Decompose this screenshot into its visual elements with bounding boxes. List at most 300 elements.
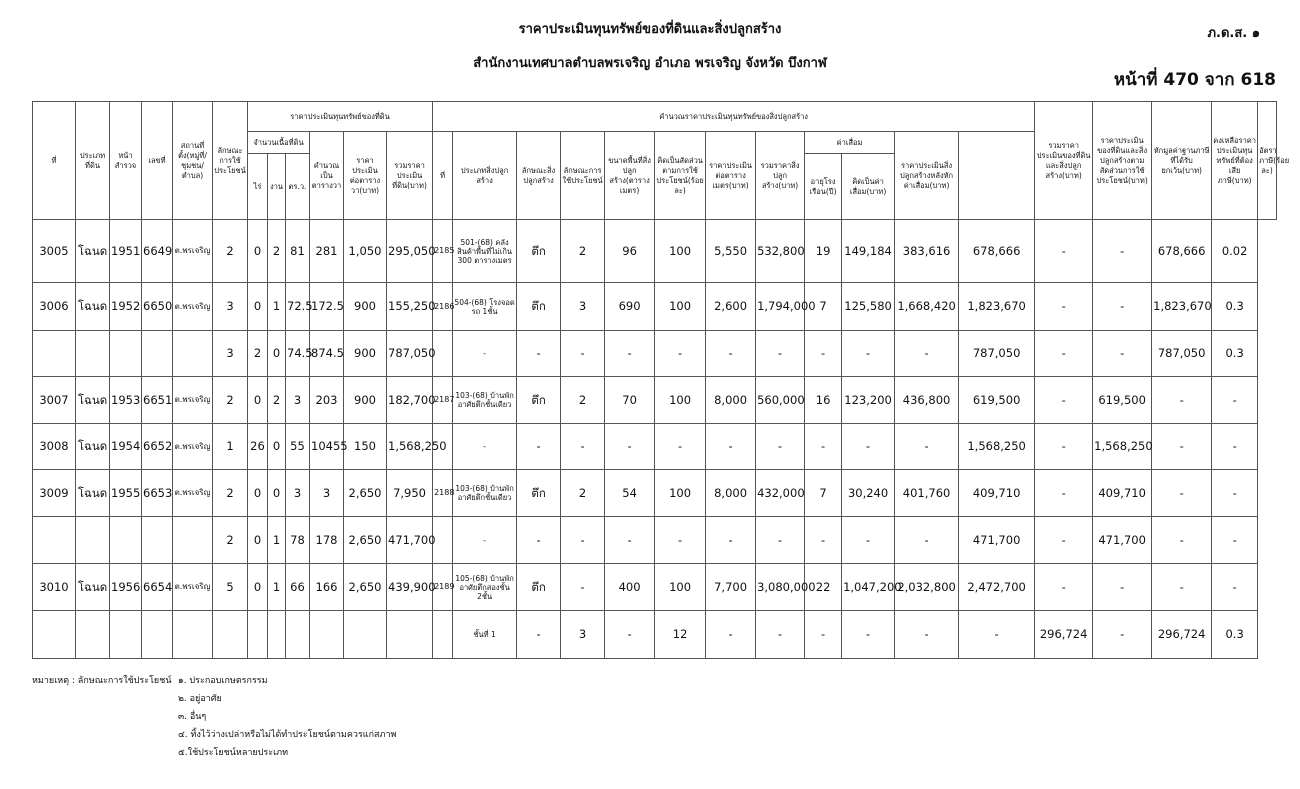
cell-btotal: - bbox=[756, 424, 805, 470]
col-grand-total: รวมราคาประเมินของที่ดินและสิ่งปลูกสร้าง(บาท) bbox=[1035, 102, 1093, 220]
cell-btype: 105-(68) บ้านพักอาศัยตึกสองชั้น 2ชั้น bbox=[453, 564, 517, 611]
cell-buse: - bbox=[561, 331, 605, 377]
cell-taxable: - bbox=[1152, 564, 1212, 611]
cell-land-use bbox=[213, 611, 248, 659]
cell-bchar: ตึก bbox=[517, 564, 561, 611]
cell-btype: - bbox=[453, 331, 517, 377]
cell-prop-value: - bbox=[1035, 220, 1093, 283]
cell-doc-no: 6654 bbox=[142, 564, 173, 611]
cell-seq: 3008 bbox=[33, 424, 76, 470]
cell-rate: - bbox=[1212, 517, 1258, 564]
cell-after-dep: - bbox=[895, 424, 959, 470]
cell-age: 16 bbox=[805, 377, 842, 424]
cell-ngan: 2 bbox=[268, 377, 286, 424]
col-building-seq: ที่ bbox=[433, 132, 453, 220]
cell-seq bbox=[33, 331, 76, 377]
cell-grand-total: 471,700 bbox=[959, 517, 1035, 564]
cell-rai bbox=[248, 611, 268, 659]
cell-rate: 0.02 bbox=[1212, 220, 1258, 283]
cell-after-dep: - bbox=[895, 331, 959, 377]
cell-wa: 66 bbox=[286, 564, 310, 611]
cell-rate: 0.3 bbox=[1212, 611, 1258, 659]
cell-bseq: 2188 bbox=[433, 470, 453, 517]
cell-grand-total: - bbox=[959, 611, 1035, 659]
cell-bchar: ตึก bbox=[517, 283, 561, 331]
col-building-use: ลักษณะการใช้ประโยชน์ bbox=[561, 132, 605, 220]
cell-taxable: - bbox=[1152, 470, 1212, 517]
cell-prop-value: - bbox=[1035, 283, 1093, 331]
cell-ngan: 1 bbox=[268, 564, 286, 611]
cell-rai: 2 bbox=[248, 331, 268, 377]
cell-age: - bbox=[805, 611, 842, 659]
cell-age: 7 bbox=[805, 470, 842, 517]
cell-ngan: 0 bbox=[268, 424, 286, 470]
col-doc-no: เลขที่ bbox=[142, 102, 173, 220]
cell-land-use: 5 bbox=[213, 564, 248, 611]
cell-bchar: - bbox=[517, 331, 561, 377]
cell-rate: - bbox=[1212, 377, 1258, 424]
cell-land-total: 7,950 bbox=[387, 470, 433, 517]
cell-after-dep: - bbox=[895, 517, 959, 564]
cell-doc-no bbox=[142, 331, 173, 377]
cell-seq: 3010 bbox=[33, 564, 76, 611]
col-seq: ที่ bbox=[33, 102, 76, 220]
cell-location: ต.พรเจริญ bbox=[173, 220, 213, 283]
col-building-character: ลักษณะสิ่งปลูกสร้าง bbox=[517, 132, 561, 220]
note-item: ๒. อยู่อาศัย bbox=[178, 694, 222, 704]
cell-after-dep: 2,032,800 bbox=[895, 564, 959, 611]
cell-barea: - bbox=[605, 424, 655, 470]
cell-exemption: 619,500 bbox=[1093, 377, 1152, 424]
cell-land-total: 295,050 bbox=[387, 220, 433, 283]
cell-bchar: ตึก bbox=[517, 377, 561, 424]
cell-rate: - bbox=[1212, 564, 1258, 611]
form-code: ภ.ด.ส. ๑ bbox=[1207, 26, 1260, 41]
cell-bseq: 2189 bbox=[433, 564, 453, 611]
cell-taxable: 678,666 bbox=[1152, 220, 1212, 283]
cell-dep-amount: - bbox=[842, 517, 895, 564]
table-row bbox=[33, 517, 1277, 564]
cell-bchar: - bbox=[517, 424, 561, 470]
cell-bprice: 8,000 bbox=[706, 377, 756, 424]
col-land-total: รวมราคาประเมินที่ดิน(บาท) bbox=[387, 132, 433, 220]
cell-bprice: - bbox=[706, 424, 756, 470]
document-title: ราคาประเมินทุนทรัพย์ของที่ดินและสิ่งปลูกสร้าง bbox=[518, 22, 782, 37]
cell-btotal: 532,800 bbox=[756, 220, 805, 283]
cell-dep-amount: 30,240 bbox=[842, 470, 895, 517]
table-row bbox=[33, 564, 1277, 611]
cell-seq bbox=[33, 517, 76, 564]
cell-price-per-wa: 2,650 bbox=[344, 470, 387, 517]
cell-land-total: 471,700 bbox=[387, 517, 433, 564]
cell-bseq: 2187 bbox=[433, 377, 453, 424]
cell-doc-no: 6651 bbox=[142, 377, 173, 424]
cell-land-total bbox=[387, 611, 433, 659]
note-item: ๔. ทิ้งไว้ว่างเปล่าหรือไม่ได้ทำประโยชน์ตามควรแก่สภาพ bbox=[178, 730, 397, 740]
col-taxable: คงเหลือราคาประเมินทุนทรัพย์ที่ต้องเสียภาษี(บาท) bbox=[1212, 102, 1258, 220]
cell-barea: - bbox=[605, 517, 655, 564]
cell-seq: 3006 bbox=[33, 283, 76, 331]
cell-btotal: - bbox=[756, 331, 805, 377]
cell-price-per-wa: 2,650 bbox=[344, 517, 387, 564]
cell-taxable: 1,823,670 bbox=[1152, 283, 1212, 331]
cell-bpct: 100 bbox=[655, 564, 706, 611]
cell-btotal: - bbox=[756, 517, 805, 564]
cell-age: - bbox=[805, 424, 842, 470]
cell-survey-page: 1956 bbox=[110, 564, 142, 611]
cell-after-dep: 383,616 bbox=[895, 220, 959, 283]
cell-doc-type bbox=[76, 331, 110, 377]
cell-doc-no: 6649 bbox=[142, 220, 173, 283]
cell-doc-no bbox=[142, 611, 173, 659]
cell-wa: 3 bbox=[286, 377, 310, 424]
cell-taxable: 296,724 bbox=[1152, 611, 1212, 659]
notes-list bbox=[178, 672, 396, 762]
col-rai: ไร่ bbox=[248, 154, 268, 220]
cell-price-per-wa: 2,650 bbox=[344, 564, 387, 611]
cell-rai: 0 bbox=[248, 517, 268, 564]
cell-bseq bbox=[433, 517, 453, 564]
cell-exemption: 471,700 bbox=[1093, 517, 1152, 564]
cell-bchar: ตึก bbox=[517, 220, 561, 283]
cell-survey-page: 1952 bbox=[110, 283, 142, 331]
col-price-per-sqm: ราคาประเมินต่อตารางเมตร(บาท) bbox=[706, 132, 756, 220]
cell-price-per-wa: 900 bbox=[344, 283, 387, 331]
cell-sq-wa: 172.5 bbox=[310, 283, 344, 331]
cell-location: ต.พรเจริญ bbox=[173, 283, 213, 331]
cell-btype: 103-(68) บ้านพักอาศัยตึกชั้นเดียว bbox=[453, 470, 517, 517]
cell-btotal: 3,080,000 bbox=[756, 564, 805, 611]
cell-dep-amount: - bbox=[842, 331, 895, 377]
cell-exemption: - bbox=[1093, 564, 1152, 611]
cell-sq-wa: 281 bbox=[310, 220, 344, 283]
cell-doc-no: 6650 bbox=[142, 283, 173, 331]
cell-bprice: 7,700 bbox=[706, 564, 756, 611]
cell-buse: - bbox=[561, 424, 605, 470]
cell-after-dep: 436,800 bbox=[895, 377, 959, 424]
cell-dep-amount: - bbox=[842, 424, 895, 470]
col-ngan: งาน bbox=[268, 154, 286, 220]
cell-ngan: 2 bbox=[268, 220, 286, 283]
col-wa: ตร.ว. bbox=[286, 154, 310, 220]
cell-doc-type: โฉนด bbox=[76, 283, 110, 331]
cell-grand-total: 1,823,670 bbox=[959, 283, 1035, 331]
col-depreciation-amount: คิดเป็นค่าเสื่อม(บาท) bbox=[842, 154, 895, 220]
cell-taxable: 787,050 bbox=[1152, 331, 1212, 377]
cell-land-total: 1,568,250 bbox=[387, 424, 433, 470]
cell-age: 7 bbox=[805, 283, 842, 331]
table-row bbox=[33, 377, 1277, 424]
cell-doc-type: โฉนด bbox=[76, 470, 110, 517]
cell-bpct: 100 bbox=[655, 220, 706, 283]
cell-ngan: 0 bbox=[268, 470, 286, 517]
cell-bprice: - bbox=[706, 517, 756, 564]
cell-btype: ชั้นที่ 1 bbox=[453, 611, 517, 659]
cell-bpct: - bbox=[655, 424, 706, 470]
cell-buse: 2 bbox=[561, 377, 605, 424]
cell-btotal: 432,000 bbox=[756, 470, 805, 517]
cell-survey-page bbox=[110, 517, 142, 564]
cell-rai: 0 bbox=[248, 564, 268, 611]
cell-bseq: 2185 bbox=[433, 220, 453, 283]
cell-buse: 2 bbox=[561, 220, 605, 283]
table-row bbox=[33, 283, 1277, 331]
cell-wa: 55 bbox=[286, 424, 310, 470]
cell-btotal: 560,000 bbox=[756, 377, 805, 424]
table-row bbox=[33, 424, 1277, 470]
cell-barea: 96 bbox=[605, 220, 655, 283]
cell-buse: - bbox=[561, 517, 605, 564]
cell-survey-page: 1951 bbox=[110, 220, 142, 283]
cell-location: ต.พรเจริญ bbox=[173, 564, 213, 611]
cell-prop-value: - bbox=[1035, 331, 1093, 377]
cell-location: ต.พรเจริญ bbox=[173, 377, 213, 424]
cell-prop-value: - bbox=[1035, 517, 1093, 564]
cell-wa: 81 bbox=[286, 220, 310, 283]
cell-rai: 26 bbox=[248, 424, 268, 470]
cell-bchar: ตึก bbox=[517, 470, 561, 517]
table-row bbox=[33, 611, 1277, 659]
cell-doc-no: 6652 bbox=[142, 424, 173, 470]
cell-prop-value: 296,724 bbox=[1035, 611, 1093, 659]
col-price-per-wa: ราคาประเมินต่อตารางวา(บาท) bbox=[344, 132, 387, 220]
cell-sq-wa: 178 bbox=[310, 517, 344, 564]
col-doc-type: ประเภทที่ดิน bbox=[76, 102, 110, 220]
cell-sq-wa: 203 bbox=[310, 377, 344, 424]
cell-bchar: - bbox=[517, 611, 561, 659]
cell-location bbox=[173, 331, 213, 377]
cell-bprice: - bbox=[706, 611, 756, 659]
cell-rate: 0.3 bbox=[1212, 331, 1258, 377]
cell-dep-amount: 125,580 bbox=[842, 283, 895, 331]
cell-ngan bbox=[268, 611, 286, 659]
cell-btype: 501-(68) คลังสินค้าพื้นที่ไม่เกิน 300 ตารางเมตร bbox=[453, 220, 517, 283]
cell-seq: 3009 bbox=[33, 470, 76, 517]
cell-after-dep: 401,760 bbox=[895, 470, 959, 517]
group-area-header: จำนวนเนื้อที่ดิน bbox=[248, 132, 310, 154]
col-exemption: หักมูลค่าฐานภาษีที่ได้รับยกเว้น(บาท) bbox=[1152, 102, 1212, 220]
cell-ngan: 0 bbox=[268, 331, 286, 377]
group-land-header: ราคาประเมินทุนทรัพย์ของที่ดิน bbox=[248, 102, 433, 132]
notes-label: หมายเหตุ : ลักษณะการใช้ประโยชน์ bbox=[32, 676, 172, 686]
col-location: สถานที่ตั้ง(หมู่ที่/ชุมชน/ตำบล) bbox=[173, 102, 213, 220]
cell-bpct: 100 bbox=[655, 470, 706, 517]
cell-wa: 72.5 bbox=[286, 283, 310, 331]
cell-seq: 3005 bbox=[33, 220, 76, 283]
cell-btype: - bbox=[453, 424, 517, 470]
group-depreciation-header: ค่าเสื่อม bbox=[805, 132, 895, 154]
cell-price-per-wa bbox=[344, 611, 387, 659]
cell-survey-page: 1955 bbox=[110, 470, 142, 517]
cell-taxable: - bbox=[1152, 424, 1212, 470]
cell-prop-value: - bbox=[1035, 424, 1093, 470]
cell-rai: 0 bbox=[248, 377, 268, 424]
cell-dep-amount: - bbox=[842, 611, 895, 659]
cell-exemption: - bbox=[1093, 611, 1152, 659]
cell-land-use: 2 bbox=[213, 220, 248, 283]
cell-rate: - bbox=[1212, 470, 1258, 517]
document-subtitle: สำนักงานเทศบาลตำบลพรเจริญ อำเภอ พรเจริญ จังหวัด บึงกาฬ bbox=[473, 56, 827, 71]
cell-bprice: 5,550 bbox=[706, 220, 756, 283]
cell-bprice: 2,600 bbox=[706, 283, 756, 331]
cell-price-per-wa: 1,050 bbox=[344, 220, 387, 283]
cell-grand-total: 2,472,700 bbox=[959, 564, 1035, 611]
cell-rai: 0 bbox=[248, 470, 268, 517]
col-building-type: ประเภทสิ่งปลูกสร้าง bbox=[453, 132, 517, 220]
cell-land-total: 182,700 bbox=[387, 377, 433, 424]
col-building-total: รวมราคาสิ่งปลูกสร้าง(บาท) bbox=[756, 132, 805, 220]
cell-doc-type: โฉนด bbox=[76, 377, 110, 424]
cell-wa: 78 bbox=[286, 517, 310, 564]
cell-doc-no: 6653 bbox=[142, 470, 173, 517]
cell-bchar: - bbox=[517, 517, 561, 564]
cell-bseq bbox=[433, 331, 453, 377]
cell-wa: 74.5 bbox=[286, 331, 310, 377]
cell-land-total: 155,250 bbox=[387, 283, 433, 331]
cell-sq-wa: 3 bbox=[310, 470, 344, 517]
cell-rate: 0.3 bbox=[1212, 283, 1258, 331]
cell-barea: - bbox=[605, 611, 655, 659]
cell-land-use: 3 bbox=[213, 283, 248, 331]
cell-buse: 3 bbox=[561, 283, 605, 331]
cell-location bbox=[173, 517, 213, 564]
note-item: ๓. อื่นๆ bbox=[178, 712, 207, 722]
col-land-use: ลักษณะการใช้ประโยชน์ bbox=[213, 102, 248, 220]
cell-price-per-wa: 150 bbox=[344, 424, 387, 470]
cell-btype: 103-(68) บ้านพักอาศัยตึกชั้นเดียว bbox=[453, 377, 517, 424]
cell-rai: 0 bbox=[248, 283, 268, 331]
cell-grand-total: 619,500 bbox=[959, 377, 1035, 424]
cell-after-dep: 1,668,420 bbox=[895, 283, 959, 331]
cell-btype: 504-(68) โรงจอดรถ 1ชั้น bbox=[453, 283, 517, 331]
cell-exemption: - bbox=[1093, 331, 1152, 377]
table-row bbox=[33, 220, 1277, 283]
cell-survey-page bbox=[110, 611, 142, 659]
cell-ngan: 1 bbox=[268, 517, 286, 564]
cell-taxable: - bbox=[1152, 517, 1212, 564]
cell-ngan: 1 bbox=[268, 283, 286, 331]
cell-grand-total: 1,568,250 bbox=[959, 424, 1035, 470]
cell-doc-type: โฉนด bbox=[76, 564, 110, 611]
cell-exemption: - bbox=[1093, 283, 1152, 331]
cell-dep-amount: 123,200 bbox=[842, 377, 895, 424]
cell-prop-value: - bbox=[1035, 377, 1093, 424]
cell-doc-type bbox=[76, 611, 110, 659]
cell-buse: - bbox=[561, 564, 605, 611]
cell-land-use: 2 bbox=[213, 517, 248, 564]
cell-grand-total: 678,666 bbox=[959, 220, 1035, 283]
cell-land-use: 1 bbox=[213, 424, 248, 470]
cell-doc-type: โฉนด bbox=[76, 424, 110, 470]
cell-barea: - bbox=[605, 331, 655, 377]
cell-btype: - bbox=[453, 517, 517, 564]
table-row bbox=[33, 470, 1277, 517]
cell-rate: - bbox=[1212, 424, 1258, 470]
cell-bpct: 12 bbox=[655, 611, 706, 659]
cell-bseq bbox=[433, 611, 453, 659]
cell-bprice: 8,000 bbox=[706, 470, 756, 517]
cell-after-dep: - bbox=[895, 611, 959, 659]
cell-barea: 400 bbox=[605, 564, 655, 611]
cell-doc-no bbox=[142, 517, 173, 564]
cell-land-use: 2 bbox=[213, 377, 248, 424]
col-proportional-value: ราคาประเมินของที่ดินและสิ่งปลูกสร้างตามสัดส่วนการใช้ประโยชน์(บาท) bbox=[1093, 102, 1152, 220]
cell-location: ต.พรเจริญ bbox=[173, 424, 213, 470]
cell-buse: 2 bbox=[561, 470, 605, 517]
cell-age: 22 bbox=[805, 564, 842, 611]
cell-bpct: - bbox=[655, 331, 706, 377]
table-row bbox=[33, 331, 1277, 377]
cell-land-total: 439,900 bbox=[387, 564, 433, 611]
col-after-depreciation: ราคาประเมินสิ่งปลูกสร้างหลังหักค่าเสื่อม(บาท) bbox=[895, 132, 959, 220]
cell-grand-total: 787,050 bbox=[959, 331, 1035, 377]
cell-exemption: - bbox=[1093, 220, 1152, 283]
cell-dep-amount: 149,184 bbox=[842, 220, 895, 283]
col-sq-wa: คำนวณเป็นตารางวา bbox=[310, 132, 344, 220]
cell-bprice: - bbox=[706, 331, 756, 377]
cell-rai: 0 bbox=[248, 220, 268, 283]
col-use-percent: คิดเป็นสัดส่วนตามการใช้ประโยชน์(ร้อยละ) bbox=[655, 132, 706, 220]
cell-seq: 3007 bbox=[33, 377, 76, 424]
cell-survey-page: 1953 bbox=[110, 377, 142, 424]
cell-wa bbox=[286, 611, 310, 659]
group-building-header: คำนวณราคาประเมินทุนทรัพย์ของสิ่งปลูกสร้าง bbox=[433, 102, 1035, 132]
cell-land-total: 787,050 bbox=[387, 331, 433, 377]
col-building-age: อายุโรงเรือน(ปี) bbox=[805, 154, 842, 220]
cell-price-per-wa: 900 bbox=[344, 377, 387, 424]
note-item: ๕.ใช้ประโยชน์หลายประเภท bbox=[178, 748, 289, 758]
cell-location bbox=[173, 611, 213, 659]
note-item: ๑. ประกอบเกษตรกรรม bbox=[178, 676, 268, 686]
cell-age: - bbox=[805, 517, 842, 564]
cell-land-use: 3 bbox=[213, 331, 248, 377]
cell-bseq: 2186 bbox=[433, 283, 453, 331]
cell-grand-total: 409,710 bbox=[959, 470, 1035, 517]
cell-location: ต.พรเจริญ bbox=[173, 470, 213, 517]
cell-btotal: 1,794,000 bbox=[756, 283, 805, 331]
cell-bpct: 100 bbox=[655, 283, 706, 331]
cell-age: 19 bbox=[805, 220, 842, 283]
cell-barea: 54 bbox=[605, 470, 655, 517]
cell-doc-type bbox=[76, 517, 110, 564]
cell-barea: 70 bbox=[605, 377, 655, 424]
cell-buse: 3 bbox=[561, 611, 605, 659]
cell-land-use: 2 bbox=[213, 470, 248, 517]
cell-survey-page bbox=[110, 331, 142, 377]
cell-price-per-wa: 900 bbox=[344, 331, 387, 377]
cell-taxable: - bbox=[1152, 377, 1212, 424]
cell-btotal: - bbox=[756, 611, 805, 659]
cell-sq-wa: 166 bbox=[310, 564, 344, 611]
cell-sq-wa: 10455 bbox=[310, 424, 344, 470]
cell-survey-page: 1954 bbox=[110, 424, 142, 470]
cell-doc-type: โฉนด bbox=[76, 220, 110, 283]
cell-prop-value: - bbox=[1035, 564, 1093, 611]
cell-wa: 3 bbox=[286, 470, 310, 517]
col-tax-rate: อัตราภาษี(ร้อยละ) bbox=[1258, 102, 1277, 220]
col-building-area: ขนาดพื้นที่สิ่งปลูกสร้าง(ตารางเมตร) bbox=[605, 132, 655, 220]
cell-prop-value: - bbox=[1035, 470, 1093, 517]
cell-age: - bbox=[805, 331, 842, 377]
cell-exemption: 409,710 bbox=[1093, 470, 1152, 517]
cell-sq-wa bbox=[310, 611, 344, 659]
cell-bpct: - bbox=[655, 517, 706, 564]
page-number: หน้าที่ 470 จาก 618 bbox=[1113, 70, 1276, 90]
cell-bpct: 100 bbox=[655, 377, 706, 424]
cell-barea: 690 bbox=[605, 283, 655, 331]
cell-exemption: 1,568,250 bbox=[1093, 424, 1152, 470]
cell-sq-wa: 874.5 bbox=[310, 331, 344, 377]
